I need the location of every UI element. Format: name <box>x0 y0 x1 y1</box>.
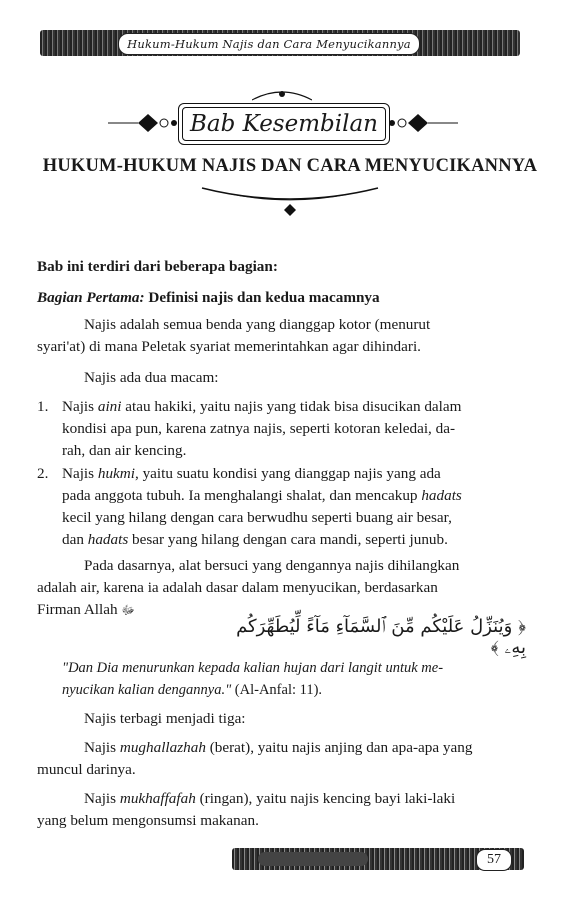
three-types-text: Najis terbagi menjadi tiga: <box>84 710 246 727</box>
term-hukmi: hukmi <box>97 465 135 482</box>
intro-text: Bab ini terdiri dari beberapa bagian: <box>37 258 278 275</box>
mukhaffafah-line-2: yang belum mengonsumsi makanan. <box>37 812 259 829</box>
verse-reference: (Al-Anfal: 11). <box>231 682 323 698</box>
list-item-2-line-3: kecil yang hilang dengan cara berwudhu seperti buang air besar, <box>62 509 452 526</box>
list-item-2-line-2: pada anggota tubuh. Ia menghalangi shalat, dan mencakup hadats <box>62 487 462 504</box>
mughallazhah-line-1: Najis mughallazhah (berat), yaitu najis anjing dan apa-apa yang <box>84 739 473 756</box>
honorific-glyph: ﷻ <box>121 603 135 617</box>
water-line-1: Pada dasarnya, alat bersuci yang dengannya najis dihilangkan <box>84 557 460 574</box>
term-mughallazhah: mughallazhah <box>119 739 206 756</box>
list-item-1-line-1: Najis aini atau hakiki, yaitu najis yang tidak bisa disucikan dalam <box>62 398 462 415</box>
list-item-2-line-1: Najis hukmi, yaitu suatu kondisi yang dianggap najis yang ada <box>62 465 441 482</box>
mukhaffafah-line-1: Najis mukhaffafah (ringan), yaitu najis kencing bayi laki-laki <box>84 790 456 807</box>
two-types-text: Najis ada dua macam: <box>84 369 219 386</box>
list-item-1-number: 1. <box>37 398 49 415</box>
chapter-title: HUKUM-HUKUM NAJIS DAN CARA MENYUCIKANNYA <box>42 156 538 176</box>
list-item-2-line-4: dan hadats besar yang hilang dengan cara mandi, seperti junub. <box>62 531 448 548</box>
water-line-2: adalah air, karena ia adalah dasar dalam menyucikan, berdasarkan <box>37 579 438 596</box>
chapter-ornament-right <box>386 106 458 140</box>
water-line-3: Firman Allah ﷻ <box>37 601 135 618</box>
section-label: Bagian Pertama: <box>37 289 145 306</box>
section-title: Definisi najis dan kedua macamnya <box>148 289 380 306</box>
chapter-label: Bab Kesembilan <box>178 103 390 145</box>
quran-verse-arabic: ﴿ وَيُنَزِّلُ عَلَيْكُم مِّنَ ٱلسَّمَآءِ مَآءً لِّيُطَهِّرَكُم بِهِۦ ﴾ <box>236 616 526 658</box>
chapter-ornament-left <box>108 106 180 140</box>
term-mukhaffafah: mukhaffafah <box>119 790 196 807</box>
definition-line-2: syari'at) di mana Peletak syariat memerintahkan agar dihindari. <box>37 338 421 355</box>
list-item-2-number: 2. <box>37 465 49 482</box>
section-heading <box>37 287 380 309</box>
list-item-1-line-2: kondisi apa pun, karena zatnya najis, seperti kotoran keledai, da- <box>62 420 456 437</box>
translation-line-1: "Dan Dia menurunkan kepada kalian hujan dari langit untuk me- <box>62 660 444 676</box>
list-item-1-line-3: rah, dan air kencing. <box>62 442 187 459</box>
running-header: Hukum-Hukum Najis dan Cara Menyucikannya <box>118 33 420 55</box>
translation-line-2: nyucikan kalian dengannya." (Al-Anfal: 11). <box>62 682 323 698</box>
term-aini: aini <box>97 398 122 415</box>
chapter-ornament-top <box>252 88 312 104</box>
footer-logo-ornament <box>258 852 368 866</box>
title-swash-ornament <box>200 184 380 220</box>
mughallazhah-line-2: muncul darinya. <box>37 761 136 778</box>
definition-line-1: Najis adalah semua benda yang dianggap kotor (menurut <box>84 316 431 333</box>
page-number: 57 <box>476 849 512 871</box>
